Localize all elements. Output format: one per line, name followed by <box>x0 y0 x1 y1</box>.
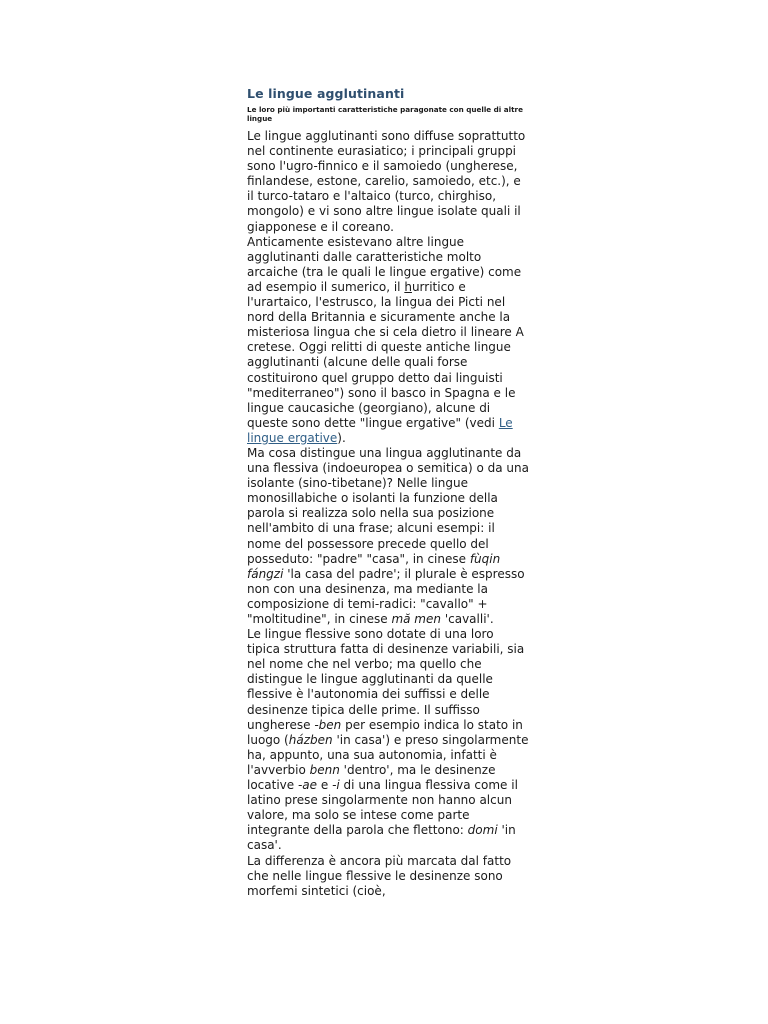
text-segment: urritico e l'urartaico, l'estrusco, la lingua dei Picti nel nord della Britannia e sicuramente anche la misteriosa lingua che si cela dietro il lineare A cretese. Oggi relitti di queste antiche lingue agglutinanti (alcune delle quali forse costituirono quel gruppo detto dai linguisti "mediterraneo") sono il basco in Spagna e le lingue caucasiche (georgiano), alcune di queste sono dette "lingue ergative" (vedi <box>247 279 524 430</box>
paragraph-5: La differenza è ancora più marcata dal fatto che nelle lingue flessive le desinenze sono morfemi sintetici (cioè, <box>247 853 512 898</box>
text-segment: ). <box>337 430 346 445</box>
italic-term: benn <box>309 762 340 777</box>
text-segment: Le lingue flessive sono dotate di una loro tipica struttura fatta di desinenze variabili, sia nel nome che nel verbo; ma quello che distingue le lingue agglutinanti da quelle flessive è l'autonomia dei suffissi e delle desinenze tipica delle prime. Il suffisso ungherese <box>247 627 525 732</box>
text-segment: Ma cosa distingue una lingua agglutinante da una flessiva (indoeuropea o semitica) o da una isolante (sino-tibetane)? Nelle lingue monosillabiche o isolanti la funzione della parola si realizza solo nella sua posizione nell'ambito di una frase; alcuni esempi: il nome del possessore precede quello del posseduto: "padre" "casa", in cinese <box>247 445 529 566</box>
article-subtitle: Le loro più importanti caratteristiche paragonate con quelle di altre lingue <box>247 105 523 123</box>
text-segment: per esempio indica lo stato in luogo ( <box>247 717 523 747</box>
italic-term: mă men <box>391 612 441 626</box>
text-segment: 'cavalli'. <box>441 612 494 626</box>
paragraph-4 <box>247 627 529 853</box>
italic-term: domi <box>467 823 498 838</box>
text-segment: 'dentro', ma le desinenze locative <box>247 762 496 793</box>
italic-term: -ae <box>297 778 318 793</box>
text-segment: e <box>317 778 333 793</box>
italic-term: -ben <box>314 717 342 732</box>
paragraph-1: Le lingue agglutinanti sono diffuse soprattutto nel continente eurasiatico; i principali gruppi sono l'ugro-finnico e il samoiedo (ungherese, finlandese, estone, carelio, samoiedo, etc.), e il turco-tataro e l'altaico (turco, chirghiso, mongolo) e vi sono altre lingue isolate quali il giapponese e il coreano. <box>247 129 526 234</box>
italic-term: házben <box>288 732 333 747</box>
italic-term: -i <box>332 778 340 793</box>
text-segment: Anticamente esistevano altre lingue agglutinanti dalle caratteristiche molto arcaiche (tra le quali le lingue ergative) come ad esempio il sumerico, il <box>247 234 522 294</box>
italic-term: fùqin fángzi <box>247 551 501 581</box>
text-segment: 'in casa') e preso singolarmente ha, appunto, una sua autonomia, infatti è l'avverbio <box>247 732 529 777</box>
article <box>247 86 529 899</box>
paragraph-3 <box>247 446 529 627</box>
article-title: Le lingue agglutinanti <box>247 86 405 101</box>
text-segment: di una lingua flessiva come il latino prese singolarmente non hanno alcun valore, ma solo se intese come parte integrante della parola che flettono: <box>247 778 518 838</box>
link-le-lingue-ergative[interactable]: Le lingue ergative <box>247 415 513 445</box>
underlined-letter: h <box>404 279 412 294</box>
paragraph-2 <box>247 235 529 446</box>
text-segment: 'in casa'. <box>247 823 516 853</box>
text-segment: 'la casa del padre'; il plurale è espresso non con una desinenza, ma mediante la composizione di temi-radici: "cavallo" + "moltitudine", in cinese <box>247 566 525 626</box>
article-body <box>247 129 529 899</box>
